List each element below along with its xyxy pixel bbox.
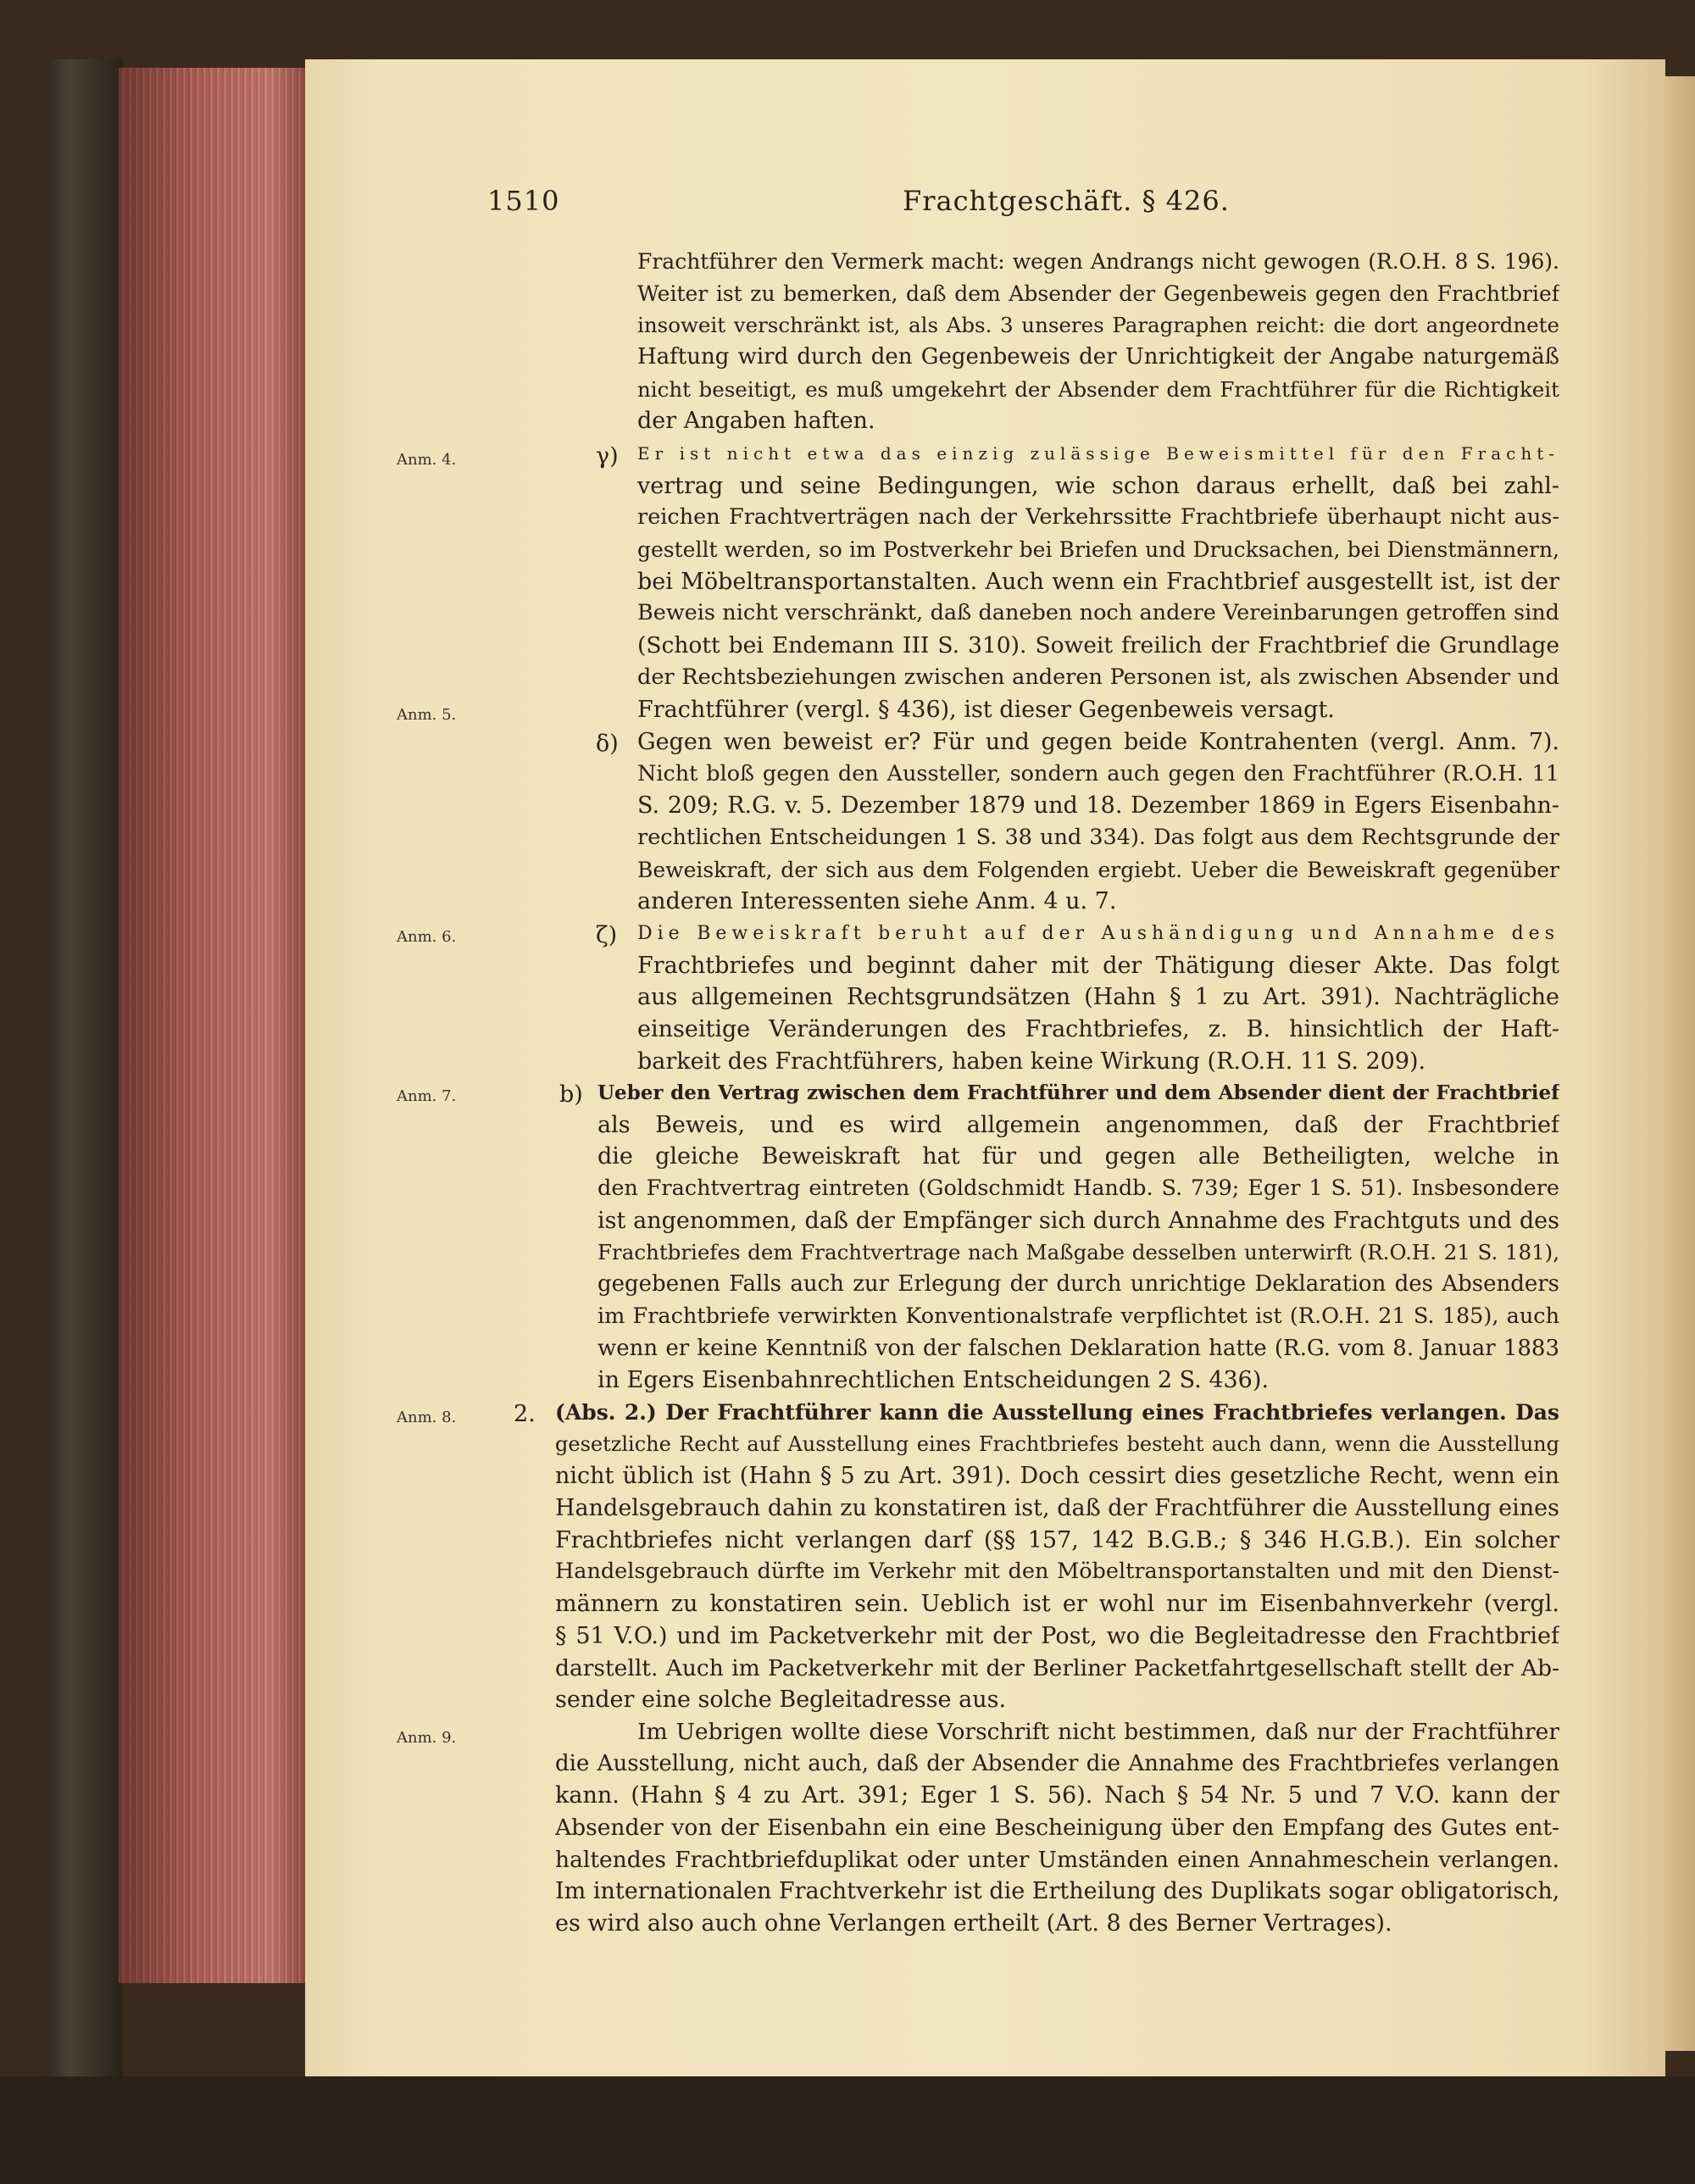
text-line: Gegen wen beweist er? Für und gegen beide Kontrahenten (vergl. Anm. 7). [637, 729, 1559, 755]
text-line: kann. (Hahn § 4 zu Art. 391; Eger 1 S. 56). Nach § 54 Nr. 5 und 7 V.O. kann der [555, 1782, 1559, 1809]
text-line: der Rechtsbeziehungen zwischen anderen Personen ist, als zwischen Absender und [637, 664, 1559, 690]
text-line: insoweit verschränkt ist, als Abs. 3 unseres Paragraphen reicht: die dort angeordnete [637, 313, 1559, 338]
text-line: gesetzliche Recht auf Ausstellung eines Frachtbriefes besteht auch dann, wenn die Ausstellung [555, 1431, 1559, 1456]
text-line: den Frachtvertrag eintreten (Goldschmidt Handb. S. 739; Eger 1 S. 51). Insbesondere [597, 1175, 1559, 1202]
text-line: Im internationalen Frachtverkehr ist die Ertheilung des Duplikats sogar obligatorisch, [555, 1878, 1559, 1905]
text-line: anderen Interessenten siehe Anm. 4 u. 7. [637, 888, 1117, 915]
text-line: bei Möbeltransportanstalten. Auch wenn ein Frachtbrief ausgestellt ist, ist der [637, 568, 1559, 595]
margin-note: Anm. 6. [397, 928, 457, 946]
text-line: Die Beweiskraft beruht auf der Aushändigung und Annahme des [637, 923, 1559, 944]
text-line: gegebenen Falls auch zur Erlegung der durch unrichtige Deklaration des Absenders [597, 1271, 1559, 1298]
text-line: gestellt werden, so im Postverkehr bei Briefen und Drucksachen, bei Dienstmännern, [637, 537, 1559, 563]
text-line: Frachtführer den Vermerk macht: wegen Andrangs nicht gewogen (R.O.H. 8 S. 196). [637, 249, 1559, 274]
book-spine [47, 59, 123, 2076]
page-edges-shade [119, 68, 309, 1983]
text-line: S. 209; R.G. v. 5. Dezember 1879 und 18. Dezember 1869 in Egers Eisenbahn- [637, 792, 1559, 820]
text-block [637, 246, 1559, 437]
text-line: Absender von der Eisenbahn ein eine Bescheinigung über den Empfang des Gutes ent- [555, 1814, 1559, 1842]
text-line: aus allgemeinen Rechtsgrundsätzen (Hahn § 1 zu Art. 391). Nachträgliche [637, 984, 1559, 1011]
text-line: Beweiskraft, der sich aus dem Folgenden ergiebt. Ueber die Beweiskraft gegenüber [637, 857, 1559, 882]
text-line: sender eine solche Begleitadresse aus. [555, 1687, 1007, 1714]
table-surface [0, 2076, 1695, 2184]
item-marker: 2. [514, 1401, 536, 1427]
text-line: barkeit des Frachtführers, haben keine Wirkung (R.O.H. 11 S. 209). [637, 1048, 1426, 1075]
paragraph-b [597, 1077, 1559, 1397]
text-line: (Abs. 2.) Der Frachtführer kann die Ausstellung eines Frachtbriefes verlangen. Das [555, 1400, 1559, 1425]
text-line: Handelsgebrauch dürfte im Verkehr mit den Möbeltransportanstalten und mit den Dienst- [555, 1559, 1559, 1585]
margin-note: Anm. 4. [397, 451, 457, 469]
text-line: Im Uebrigen wollte diese Vorschrift nicht bestimmen, daß nur der Frachtführer [637, 1719, 1559, 1745]
text-line: Frachtbriefes und beginnt daher mit der Thätigung dieser Akte. Das folgt [637, 952, 1559, 979]
text-line: in Egers Eisenbahnrechtlichen Entscheidungen 2 S. 436). [597, 1367, 1269, 1394]
margin-note: Anm. 9. [397, 1729, 457, 1747]
paragraph-final [555, 1716, 1559, 1940]
text-line: vertrag und seine Bedingungen, wie schon daraus erhellt, daß bei zahl- [637, 472, 1559, 499]
text-line: der Angaben haften. [637, 408, 875, 435]
text-line: wenn er keine Kenntniß von der falschen Deklaration hatte (R.G. vom 8. Januar 1883 [597, 1335, 1559, 1361]
text-line: Frachtbriefes dem Frachtvertrage nach Maßgabe desselben unterwirft (R.O.H. 21 S. 181), [597, 1240, 1559, 1265]
paragraph-gamma [637, 438, 1559, 725]
text-line: im Frachtbriefe verwirkten Konventionalstrafe verpflichtet ist (R.O.H. 21 S. 185), auch [597, 1303, 1559, 1329]
text-line: Haftung wird durch den Gegenbeweis der Unrichtigkeit der Angabe naturgemäß [637, 344, 1559, 370]
text-line: Weiter ist zu bemerken, daß dem Absender der Gegenbeweis gegen den Frachtbrief [637, 281, 1559, 306]
text-line: darstellt. Auch im Packetverkehr mit der Berliner Packetfahrtgesellschaft stellt der Ab- [555, 1654, 1559, 1681]
text-line: als Beweis, und es wird allgemein angenommen, daß der Frachtbrief [597, 1111, 1559, 1138]
text-line: ist angenommen, daß der Empfänger sich durch Annahme des Frachtguts und des [597, 1207, 1559, 1234]
running-title: Frachtgeschäft. § 426. [903, 185, 1230, 217]
text-line: es wird also auch ohne Verlangen ertheilt (Art. 8 des Berner Vertrages). [555, 1910, 1392, 1937]
paragraph-2 [555, 1397, 1559, 1716]
text-line: (Schott bei Endemann III S. 310). Soweit freilich der Frachtbrief die Grundlage [637, 632, 1559, 659]
item-marker: δ) [596, 731, 619, 757]
item-marker: ζ) [596, 922, 618, 948]
item-marker: γ) [596, 443, 619, 470]
text-line: männern zu konstatiren sein. Ueblich ist er wohl nur im Eisenbahnverkehr (vergl. [555, 1591, 1559, 1618]
text-line: Frachtbriefes nicht verlangen darf (§§ 157, 142 B.G.B.; § 346 H.G.B.). Ein solcher [555, 1526, 1559, 1553]
text-line: nicht üblich ist (Hahn § 5 zu Art. 391). Doch cessirt dies gesetzliche Recht, wenn ein [555, 1463, 1559, 1490]
margin-note: Anm. 8. [397, 1409, 457, 1426]
text-line: die Ausstellung, nicht auch, daß der Absender die Annahme des Frachtbriefes verlangen [555, 1750, 1559, 1776]
text-line: rechtlichen Entscheidungen 1 S. 38 und 334). Das folgt aus dem Rechtsgrunde der [637, 825, 1559, 851]
page-number: 1510 [487, 185, 560, 217]
text-line: die gleiche Beweiskraft hat für und gegen alle Betheiligten, welche in [597, 1143, 1559, 1170]
text-line: Nicht bloß gegen den Aussteller, sondern auch gegen den Frachtführer (R.O.H. 11 [637, 760, 1559, 786]
margin-note: Anm. 5. [397, 706, 457, 724]
margin-note: Anm. 7. [397, 1087, 457, 1105]
text-line: Er ist nicht etwa das einzig zulässige Beweismittel für den Fracht- [637, 443, 1559, 464]
text-line: Beweis nicht verschränkt, daß daneben noch andere Vereinbarungen getroffen sind [637, 600, 1559, 626]
text-line: § 51 V.O.) und im Packetverkehr mit der Post, wo die Begleitadresse den Frachtbrief [555, 1622, 1559, 1649]
text-line: Handelsgebrauch dahin zu konstatiren ist, daß der Frachtführer die Ausstellung eines [555, 1495, 1559, 1522]
paragraph-delta [637, 726, 1559, 918]
next-page-edge [1665, 76, 1695, 2051]
item-marker: b) [559, 1081, 583, 1108]
text-line: reichen Frachtverträgen nach der Verkehrssitte Frachtbriefe überhaupt nicht aus- [637, 504, 1559, 531]
text-line: haltendes Frachtbriefduplikat oder unter Umständen einen Annahmeschein verlangen. [555, 1846, 1559, 1873]
text-line: Ueber den Vertrag zwischen dem Frachtführer und dem Absender dient der Frachtbrief [597, 1081, 1559, 1104]
text-line: nicht beseitigt, es muß umgekehrt der Absender dem Frachtführer für die Richtigkeit [637, 376, 1559, 402]
text-line: einseitige Veränderungen des Frachtbriefes, z. B. hinsichtlich der Haft- [637, 1016, 1559, 1043]
paragraph-zeta [637, 918, 1559, 1077]
text-line: Frachtführer (vergl. § 436), ist dieser Gegenbeweis versagt. [637, 696, 1335, 723]
